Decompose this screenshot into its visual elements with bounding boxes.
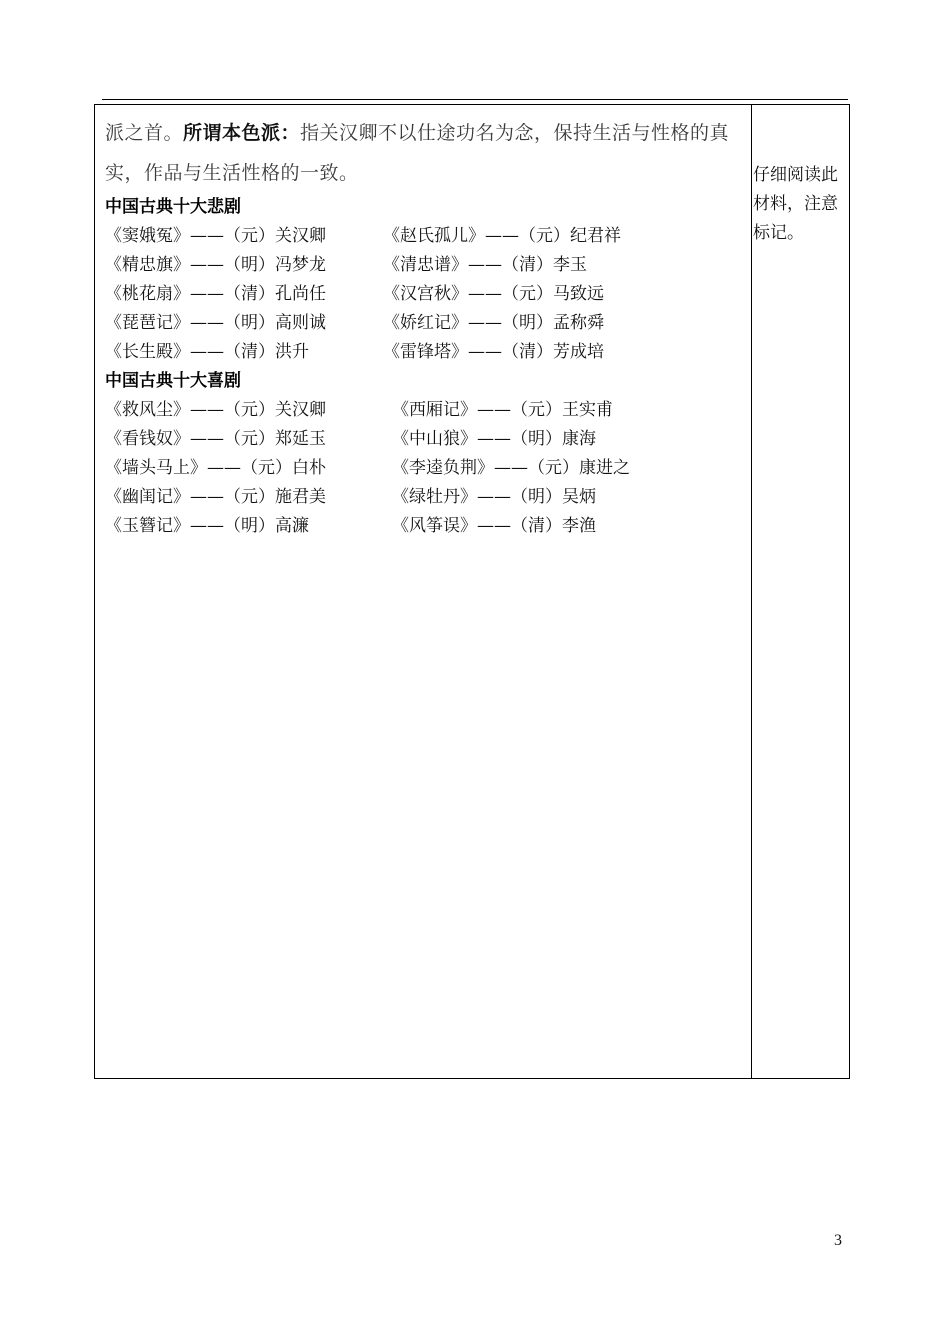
play-right: 《娇红记》——（明）孟称舜 (383, 313, 604, 333)
list-item (105, 512, 745, 541)
play-right: 《中山狼》——（明）康海 (392, 429, 596, 449)
page-number: 3 (834, 1232, 842, 1249)
header-rule (102, 99, 848, 100)
play-right: 《西厢记》——（元）王实甫 (392, 400, 613, 420)
list-item (105, 280, 745, 309)
play-right: 《汉宫秋》——（元）马致远 (383, 284, 604, 304)
column-divider (751, 105, 752, 1078)
list-item (105, 483, 745, 512)
list-item (105, 425, 745, 454)
play-left: 《窦娥冤》——（元）关汉卿 (105, 226, 326, 246)
play-left: 《墙头马上》——（元）白朴 (105, 458, 326, 478)
tragedies-title: 中国古典十大悲剧 (105, 197, 241, 217)
intro-text-rest: 指关汉卿不以仕途功名为念，保持生活与性格的真实，作品与生活性格的一致。 (105, 122, 730, 184)
play-right: 《赵氏孤儿》——（元）纪君祥 (383, 226, 621, 246)
play-left: 《幽闺记》——（元）施君美 (105, 487, 326, 507)
list-item (105, 338, 745, 367)
list-item (105, 396, 745, 425)
list-item (105, 222, 745, 251)
play-left: 《看钱奴》——（元）郑延玉 (105, 429, 326, 449)
tragedies-list (105, 222, 745, 367)
intro-paragraph (105, 113, 745, 193)
main-content-cell (105, 113, 745, 541)
play-left: 《琵琶记》——（明）高则诚 (105, 313, 326, 333)
intro-bold-term: 所谓本色派： (183, 122, 301, 144)
play-left: 《桃花扇》——（清）孔尚任 (105, 284, 326, 304)
play-left: 《长生殿》——（清）洪升 (105, 342, 309, 362)
intro-text-start: 派之首。 (105, 122, 184, 144)
list-item (105, 454, 745, 483)
play-left: 《玉簪记》——（明）高濂 (105, 516, 309, 536)
list-item (105, 251, 745, 280)
play-right: 《雷锋塔》——（清）芳成培 (383, 342, 604, 362)
play-left: 《救风尘》——（元）关汉卿 (105, 400, 326, 420)
play-right: 《李逵负荆》——（元）康进之 (392, 458, 630, 478)
play-right: 《风筝误》——（清）李渔 (392, 516, 596, 536)
comedies-list (105, 396, 745, 541)
play-left: 《精忠旗》——（明）冯梦龙 (105, 255, 326, 275)
play-right: 《清忠谱》——（清）李玉 (383, 255, 587, 275)
comedies-title: 中国古典十大喜剧 (105, 371, 241, 391)
play-right: 《绿牡丹》——（明）吴炳 (392, 487, 596, 507)
side-note: 仔细阅读此材料，注意标记。 (753, 165, 838, 243)
content-table (94, 104, 850, 1079)
list-item (105, 309, 745, 338)
